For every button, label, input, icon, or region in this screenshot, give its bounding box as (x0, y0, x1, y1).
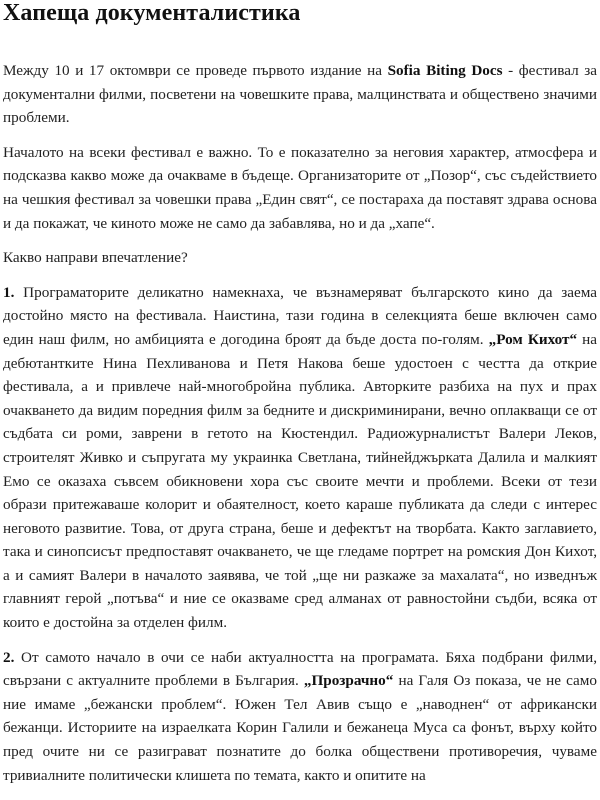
text: на дебютантките Нина Пехливанова и Петя Накова беше удостоен с честта да открие фестивала, а и привлече най-многобройна публика. Авторките разбиха на пух и прах очакването да видим поредния филм за бедните и дискриминирани, вечно оплакващи се от съдбата си роми, заврени в гетото на Кюстендил. Радиожурналистът Валери Леков, строителят Живко и съпругата му украинка Светлана, тийнейджърката Далила и малкият Емо се оказаха съвсем обикновени хора със своите мечти и проблеми. Всеки от тези образи притежаваше колорит и обаятелност, което караше публиката да следи с интерес неговото развитие. Това, от друга страна, беше и дефектът на творбата. Както заглавието, така и синопсисът предпоставят очакването, че ще гледаме портрет на ромския Дон Кихот, а и самият Валери в началото заявява, че той „ще ни разкаже за махалата“, но изведнъж главният герой „потъва“ и ние се оказваме сред алманах от равностойни съдби, всяка от които е достойна за отделен филм. (3, 330, 598, 632)
paragraph-point-1 (3, 281, 597, 635)
paragraph-question (3, 246, 597, 270)
paragraph-intro (3, 59, 597, 130)
paragraph-point-2 (3, 646, 597, 788)
film-title: „Прозрачно“ (303, 672, 394, 690)
point-number: 2. (3, 648, 15, 666)
point-number: 1. (3, 283, 15, 301)
text: Какво направи впечатление? (3, 249, 188, 267)
text: на Галя Оз показа, че не само ние имаме „бежански проблем“. Южен Тел Авив също е „наводнен“ от африкански бежанци. Историите на израелката Корин Галили и бежанеца Муса са фонът, върху който пред очите ни се разиграват познатите до болка обществени противоречия, чуваме тривиалните политически клишета по темата, както и опитите на (3, 672, 597, 784)
text: - фестивал за документални филми, посветени на човешките права, малцинствата и обществено значими проблеми. (3, 62, 597, 127)
article-title: Хапеща документалистика (3, 0, 301, 26)
festival-name: Sofia Biting Docs (387, 62, 503, 79)
text: Програматорите деликатно намекнаха, че възнамеряват българското кино да заема достойно място на фестивала. Наистина, тази година в селекцията беше включен само един наш филм, но амбицията е догодина броят да бъде доста по-голям. (3, 283, 597, 348)
film-title: „Ром Кихот“ (488, 330, 578, 348)
text: Между 10 и 17 октомври се проведе първото издание на (3, 62, 388, 79)
text: От самото начало в очи се наби актуалността на програмата. Бяха подбрани филми, свързани с актуалните проблеми в България. (3, 648, 597, 690)
text: Началото на всеки фестивал е важно. То е показателно за неговия характер, атмосфера и подсказва какво може да очакваме в бъдеще. Организаторите от „Позор“, със съдействието на чешкия фестивал за човешки права „Един свят“, се постараха да поставят здрава основа и да покажат, че киното може не само да забавлява, но и да „хапе“. (3, 143, 597, 232)
paragraph-beginning (3, 141, 597, 235)
